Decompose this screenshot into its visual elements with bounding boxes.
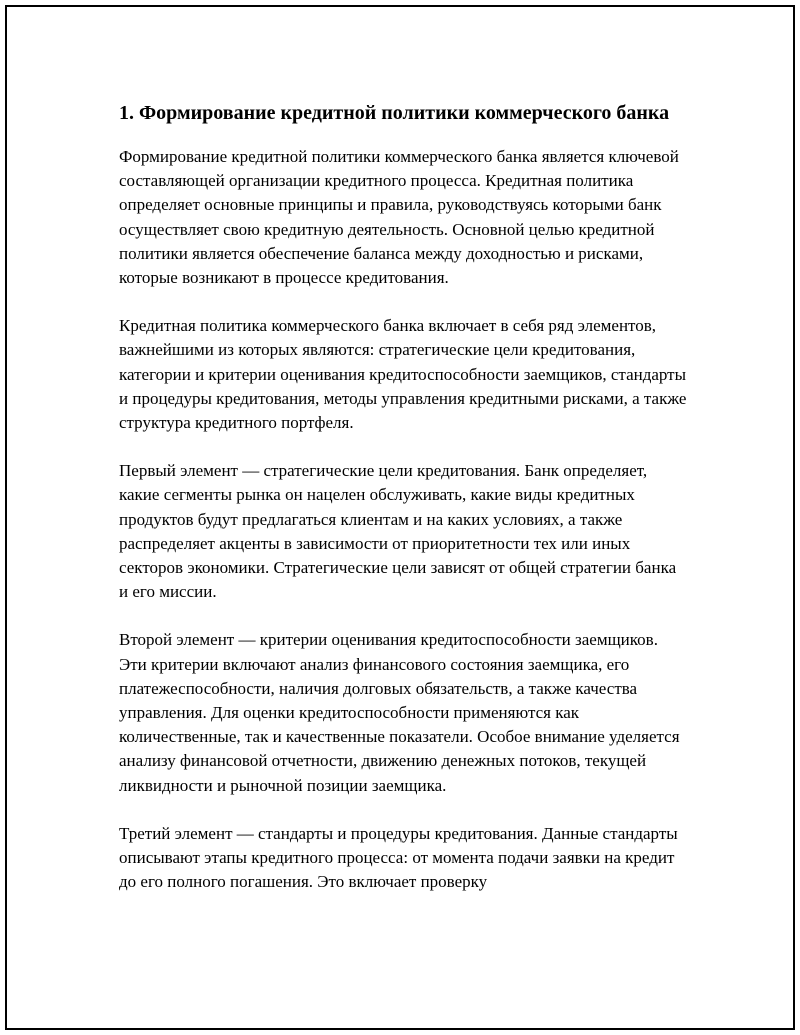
document-body xyxy=(119,99,689,918)
paragraph-2: Кредитная политика коммерческого банка включает в себя ряд элементов, важнейшими из которых являются: стратегические цели кредитования, категории и критерии оценивания кредитоспособности заемщиков, стандарты и процедуры кредитования, методы управления кредитными рисками, а также структура кредитного портфеля. xyxy=(119,316,687,433)
paragraph-4: Второй элемент — критерии оценивания кредитоспособности заемщиков. Эти критерии включают анализ финансового состояния заемщика, его платежеспособности, наличия долговых обязательств, а также качества управления. Для оценки кредитоспособности применяются как количественные, так и качественные показатели. Особое внимание уделяется анализу финансовой отчетности, движению денежных потоков, текущей ликвидности и рыночной позиции заемщика. xyxy=(119,630,680,795)
paragraph-1: Формирование кредитной политики коммерческого банка является ключевой составляющей организации кредитного процесса. Кредитная политика определяет основные принципы и правила, руководствуясь которыми банк осуществляет свою кредитную деятельность. Основной целью кредитной политики является обеспечение баланса между доходностью и рисками, которые возникают в процессе кредитования. xyxy=(119,147,679,288)
document-page xyxy=(5,5,795,1030)
section-heading: 1. Формирование кредитной политики коммерческого банка xyxy=(119,102,670,124)
paragraph-3: Первый элемент — стратегические цели кредитования. Банк определяет, какие сегменты рынка он нацелен обслуживать, какие виды кредитных продуктов будут предлагаться клиентам и на каких условиях, а также распределяет акценты в зависимости от приоритетности тех или иных секторов экономики. Стратегические цели зависят от общей стратегии банка и его миссии. xyxy=(119,461,677,602)
paragraph-5: Третий элемент — стандарты и процедуры кредитования. Данные стандарты описывают этапы кредитного процесса: от момента подачи заявки на кредит до его полного погашения. Это включает проверку xyxy=(119,823,678,892)
